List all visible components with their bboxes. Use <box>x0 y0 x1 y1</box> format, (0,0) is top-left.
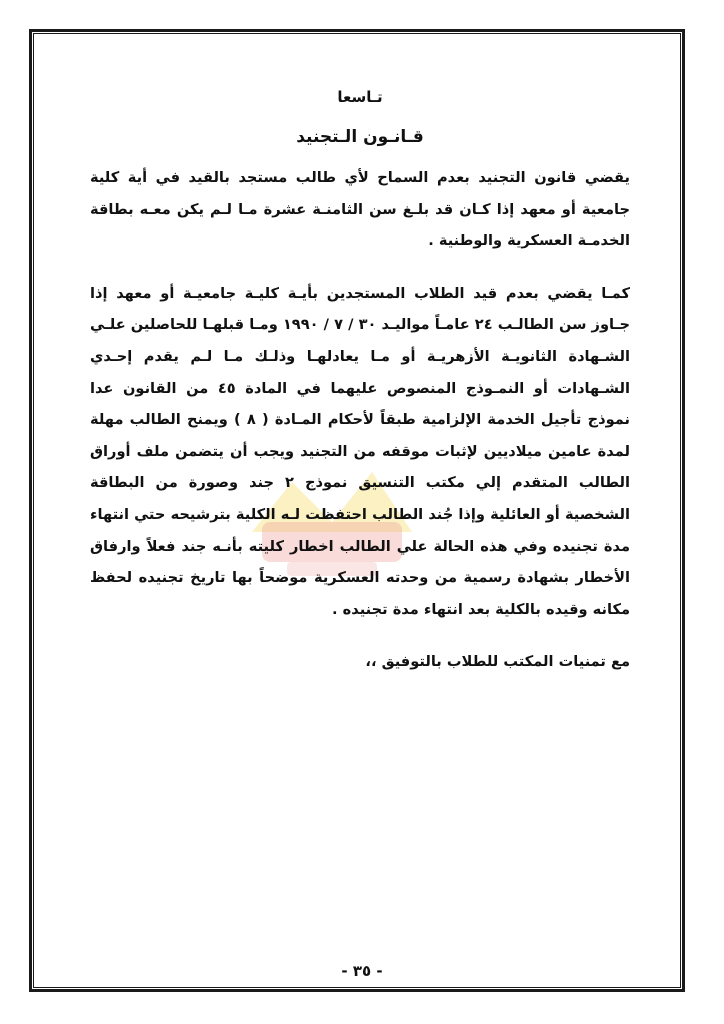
page-number: - ٣٥ - <box>341 962 383 980</box>
paragraph-conscription-rule: يقضي قانون التجنيد بعدم السماح لأي طالب مستجد بالقيد في أية كلية جامعية أو معهد إذا كـان قد بلـغ سن الثامنـة عشرة مـا لـم يكن معـه بطاقة الخدمـة العسكرية والوطنية . <box>90 169 630 250</box>
document-body <box>90 86 630 677</box>
paragraph-conscription-details: كمـا يقضي بعدم قيد الطلاب المستجدين بأيـة كليـة جامعيـة أو معهد إذا جـاوز سن الطالـب ٢٤ عامـاً مواليـد ٣٠ / ٧ / ١٩٩٠ ومـا قبلهـا للحاصلين علـي الشـهادة الثانويـة الأزهريـة أو مـا يعادلهـا وذلـك مـا لـم يقدم إحـدي الشـهادات أو النمـوذج المنصوص عليهما في المادة ٤٥ من القانون عدا نموذج تأجيل الخدمة الإلزامية طبقاً لأحكام المـادة ( ٨ ) ويمنح الطالب مهلة لمدة عامين ميلاديين لإثبات موقفه من التجنيد ويجب أن يتضمن ملف أوراق الطالب المتقدم إلي مكتب التنسيق نموذج ٢ جند وصورة من البطاقة الشخصية أو العائلية وإذا جُند الطالب احتفظت لـه الكلية بترشيحه حتي انتهاء مدة تجنيده وفي هذه الحالة علي الطالب اخطار كليته بأنـه جند فعلاً وارفاق الأخطار بشهادة رسمية من وحدته العسكرية موضحاً بها تاريخ تجنيده لحفظ مكانه وقيده بالكلية بعد انتهاء مدة تجنيده . <box>90 284 631 618</box>
section-number: تـاسعا <box>337 88 383 106</box>
closing-line: مع تمنيات المكتب للطلاب بالتوفيق ،، <box>365 653 630 671</box>
section-title: قـانـون الـتجنيد <box>296 127 424 147</box>
